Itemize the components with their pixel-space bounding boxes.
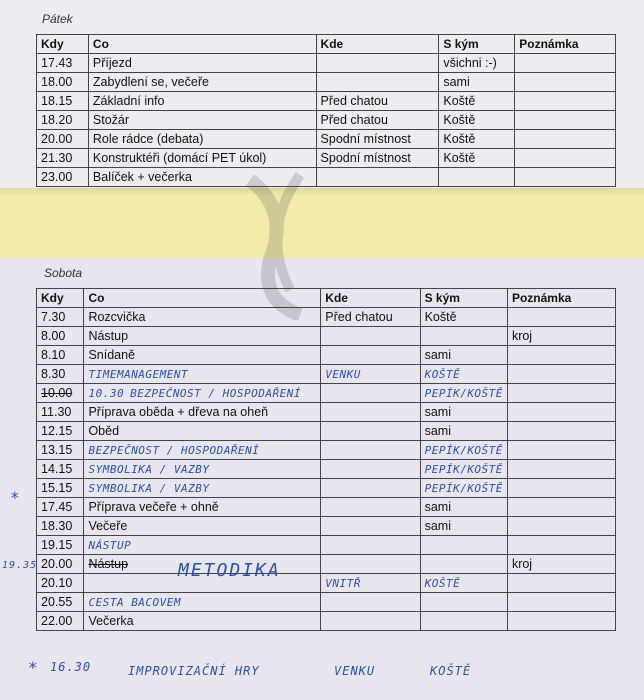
table-row	[37, 441, 616, 460]
cell-kde	[321, 346, 420, 365]
cell-s-kym	[420, 574, 507, 593]
cell-co-text: Rozcvička	[88, 309, 146, 324]
cell-co-text: Nástup	[88, 556, 129, 571]
cell-poznamka	[507, 422, 615, 441]
cell-co-text: Snídaně	[88, 347, 136, 362]
cell-kde	[321, 555, 420, 574]
cell-kde	[321, 422, 420, 441]
table-row	[37, 54, 616, 73]
cell-kde	[321, 498, 420, 517]
cell-kde	[321, 308, 420, 327]
cell-co-text: Příjezd	[92, 55, 132, 70]
cell-kdy	[37, 73, 89, 92]
cell-kdy-text: 18.00	[41, 74, 73, 89]
table-row	[37, 168, 616, 187]
cell-co	[84, 479, 321, 498]
cell-s-kym-text: Koště	[443, 150, 476, 165]
cell-poznamka	[507, 327, 615, 346]
cell-co	[84, 517, 321, 536]
cell-kde	[316, 168, 439, 187]
cell-kdy	[37, 612, 84, 631]
cell-poznamka	[507, 441, 615, 460]
cell-co-text: Základní info	[92, 93, 165, 108]
table-row	[37, 555, 616, 574]
table-row	[37, 593, 616, 612]
cell-poznamka	[515, 54, 616, 73]
cell-s-kym	[439, 149, 515, 168]
cell-kdy-text: 8.00	[41, 328, 66, 343]
cell-kdy-text: 15.15	[41, 480, 73, 495]
cell-co-text: SYMBOLIKA / VAZBY	[88, 462, 210, 476]
cell-kdy-text: 12.15	[41, 423, 73, 438]
table-row	[37, 308, 616, 327]
cell-poznamka	[507, 460, 615, 479]
cell-s-kym	[420, 479, 507, 498]
cell-s-kym	[420, 593, 507, 612]
cell-poznamka	[507, 555, 615, 574]
cell-co	[84, 422, 321, 441]
table-row	[37, 536, 616, 555]
header-co: Co	[84, 289, 321, 308]
cell-poznamka	[507, 479, 615, 498]
table-row	[37, 384, 616, 403]
cell-s-kym-text: Koště	[424, 309, 457, 324]
cell-co-text: Příprava oběda + dřeva na oheň	[88, 404, 269, 419]
cell-kdy-text: 18.20	[41, 112, 73, 127]
cell-kde-text: VNITŘ	[325, 576, 361, 590]
cell-co	[84, 365, 321, 384]
cell-kdy	[37, 593, 84, 612]
cell-poznamka	[507, 346, 615, 365]
cell-kde	[321, 384, 420, 403]
header-kde: Kde	[316, 35, 439, 54]
cell-co	[84, 384, 321, 403]
cell-poznamka	[507, 517, 615, 536]
header-s-kym: S kým	[420, 289, 507, 308]
cell-poznamka-text: kroj	[511, 328, 533, 343]
table-row	[37, 479, 616, 498]
cell-s-kym	[420, 555, 507, 574]
cell-s-kym-text: KOŠTĚ	[424, 367, 461, 381]
cell-co-text: Příprava večeře + ohně	[88, 499, 219, 514]
cell-co-text: TIMEMANAGEMENT	[88, 367, 189, 381]
cell-s-kym-text: všichni :-)	[443, 55, 497, 70]
cell-co	[88, 111, 316, 130]
cell-co	[88, 168, 316, 187]
cell-co	[84, 308, 321, 327]
cell-s-kym	[420, 308, 507, 327]
cell-co	[84, 441, 321, 460]
cell-kde	[316, 73, 439, 92]
cell-kde	[316, 130, 439, 149]
table-row	[37, 130, 616, 149]
cell-kdy-text: 17.45	[41, 499, 73, 514]
saturday-table	[36, 288, 616, 631]
cell-kde	[316, 92, 439, 111]
cell-kdy-text: 20.00	[41, 131, 73, 146]
cell-co	[88, 54, 316, 73]
cell-kde	[316, 111, 439, 130]
margin-star-bottom: *	[28, 658, 39, 677]
cell-co-text: Role rádce (debata)	[92, 131, 204, 146]
cell-kdy	[37, 130, 89, 149]
cell-s-kym	[420, 498, 507, 517]
cell-kdy-text: 18.15	[41, 93, 73, 108]
cell-kdy	[37, 327, 84, 346]
cell-kde	[321, 460, 420, 479]
margin-star-saturday: *	[10, 488, 21, 507]
cell-co-text: Zabydlení se, večeře	[92, 74, 209, 89]
cell-s-kym	[439, 54, 515, 73]
cell-s-kym	[420, 536, 507, 555]
cell-s-kym-text: sami	[424, 499, 451, 514]
margin-time-note: 19.35	[2, 560, 38, 571]
cell-kde	[321, 593, 420, 612]
cell-kdy-text: 20.00	[41, 556, 73, 571]
cell-poznamka	[507, 593, 615, 612]
cell-kdy	[37, 403, 84, 422]
table-row	[37, 327, 616, 346]
cell-co-text: BEZPEČNOST / HOSPODAŘENÍ	[88, 443, 260, 457]
cell-kdy-text: 21.30	[41, 150, 73, 165]
cell-kdy-text: 8.30	[41, 366, 66, 381]
cell-s-kym	[439, 111, 515, 130]
cell-kdy	[37, 111, 89, 130]
cell-co	[84, 327, 321, 346]
cell-kdy	[37, 346, 84, 365]
cell-poznamka	[515, 149, 616, 168]
cell-s-kym-text: sami	[424, 518, 451, 533]
cell-kde	[321, 536, 420, 555]
header-kde: Kde	[321, 289, 420, 308]
cell-poznamka	[507, 403, 615, 422]
cell-co	[84, 498, 321, 517]
header-kdy: Kdy	[37, 35, 89, 54]
cell-kdy	[37, 149, 89, 168]
cell-kdy	[37, 460, 84, 479]
cell-co	[84, 460, 321, 479]
cell-kdy-text: 18.30	[41, 518, 73, 533]
cell-kde-text: Spodní místnost	[320, 150, 411, 165]
cell-kde	[321, 612, 420, 631]
cell-co-text: Večeře	[88, 518, 128, 533]
header-co: Co	[88, 35, 316, 54]
cell-s-kym-text: Koště	[443, 93, 476, 108]
cell-kdy-handwritten: 10.30	[88, 386, 125, 400]
cell-s-kym	[439, 168, 515, 187]
cell-co	[84, 536, 321, 555]
friday-title: Pátek	[42, 12, 73, 26]
table-row	[37, 365, 616, 384]
cell-kde	[321, 441, 420, 460]
cell-kde	[321, 517, 420, 536]
cell-co-text: SYMBOLIKA / VAZBY	[88, 481, 210, 495]
cell-s-kym	[439, 73, 515, 92]
table-row	[37, 460, 616, 479]
table-row	[37, 422, 616, 441]
cell-co	[84, 612, 321, 631]
cell-kde-text: Před chatou	[320, 112, 388, 127]
cell-s-kym-text: sami	[443, 74, 470, 89]
friday-table	[36, 34, 616, 187]
cell-kdy-text: 14.15	[41, 461, 73, 476]
table-row	[37, 403, 616, 422]
cell-s-kym	[439, 130, 515, 149]
cell-kdy	[37, 384, 84, 403]
table-row	[37, 346, 616, 365]
cell-kdy	[37, 365, 84, 384]
cell-s-kym	[420, 612, 507, 631]
cell-s-kym-text: sami	[424, 347, 451, 362]
cell-co-text: Večerka	[88, 613, 134, 628]
cell-kde-text: Před chatou	[320, 93, 388, 108]
header-poznamka: Poznámka	[515, 35, 616, 54]
cell-s-kym-text: KOŠTĚ	[424, 576, 461, 590]
cell-s-kym	[420, 460, 507, 479]
cell-s-kym-text: PEPÍK/KOŠTĚ	[424, 481, 503, 495]
cell-poznamka	[507, 612, 615, 631]
cell-kdy-text: 13.15	[41, 442, 73, 457]
cell-kdy	[37, 92, 89, 111]
table-row	[37, 612, 616, 631]
cell-kdy-text: 10.00	[41, 385, 73, 400]
cell-s-kym-text: Koště	[443, 112, 476, 127]
cell-kdy-text: 8.10	[41, 347, 66, 362]
cell-kdy-text: 22.00	[41, 613, 73, 628]
cell-s-kym-text: PEPÍK/KOŠTĚ	[424, 386, 503, 400]
cell-poznamka	[507, 574, 615, 593]
cell-kdy	[37, 574, 84, 593]
cell-s-kym	[420, 403, 507, 422]
cell-co-text: Konstruktéři (domácí PET úkol)	[92, 150, 267, 165]
cell-kde-text: Před chatou	[325, 309, 393, 324]
cell-poznamka	[507, 365, 615, 384]
paper-fold-shadow	[0, 188, 644, 196]
bottom-note-place: VENKU	[334, 664, 376, 678]
cell-kdy-text: 23.00	[41, 169, 73, 184]
header-poznamka: Poznámka	[507, 289, 615, 308]
cell-co	[88, 149, 316, 168]
cell-co-text: Nástup	[88, 328, 129, 343]
cell-s-kym	[420, 365, 507, 384]
cell-kdy-text: 11.30	[41, 404, 72, 419]
cell-s-kym	[439, 92, 515, 111]
cell-poznamka	[515, 73, 616, 92]
cell-kdy	[37, 555, 84, 574]
cell-kde	[316, 54, 439, 73]
cell-s-kym	[420, 327, 507, 346]
cell-co-text: CESTA BACOVEM	[88, 595, 182, 609]
metodika-handwritten: METODIKA	[178, 560, 281, 581]
cell-kdy-text: 17.43	[41, 55, 73, 70]
cell-kde-text: Spodní místnost	[320, 131, 411, 146]
cell-co	[84, 593, 321, 612]
cell-poznamka	[507, 536, 615, 555]
cell-co	[88, 73, 316, 92]
table-row	[37, 574, 616, 593]
table-row	[37, 498, 616, 517]
cell-co-text: Oběd	[88, 423, 120, 438]
cell-kdy	[37, 517, 84, 536]
cell-co-text: NÁSTUP	[88, 538, 132, 552]
saturday-title: Sobota	[44, 266, 83, 280]
cell-co-text: Balíček + večerka	[92, 169, 192, 184]
cell-s-kym	[420, 384, 507, 403]
cell-kde	[316, 149, 439, 168]
cell-co-text: Stožár	[92, 112, 130, 127]
cell-kdy	[37, 479, 84, 498]
cell-poznamka	[515, 92, 616, 111]
header-kdy: Kdy	[37, 289, 84, 308]
yellow-paper-band	[0, 188, 644, 258]
cell-co	[88, 92, 316, 111]
cell-kdy-text: 19.15	[41, 537, 73, 552]
cell-kdy-text: 20.10	[41, 575, 73, 590]
table-row	[37, 517, 616, 536]
cell-co	[88, 130, 316, 149]
table-row	[37, 73, 616, 92]
cell-s-kym	[420, 422, 507, 441]
cell-kdy	[37, 308, 84, 327]
cell-poznamka	[507, 384, 615, 403]
cell-kde	[321, 403, 420, 422]
cell-s-kym-text: PEPÍK/KOŠTĚ	[424, 462, 503, 476]
cell-kde	[321, 574, 420, 593]
cell-kde	[321, 327, 420, 346]
bottom-note-time: 16.30	[50, 660, 92, 674]
cell-co-text: BEZPEČNOST / HOSPODAŘENÍ	[130, 386, 302, 400]
cell-kde	[321, 479, 420, 498]
cell-poznamka	[507, 308, 615, 327]
cell-kdy	[37, 168, 89, 187]
cell-kdy	[37, 441, 84, 460]
cell-kde-text: VENKU	[325, 367, 361, 381]
cell-s-kym-text: PEPÍK/KOŠTĚ	[424, 443, 503, 457]
cell-poznamka	[515, 111, 616, 130]
cell-s-kym-text: sami	[424, 423, 451, 438]
cell-co	[84, 403, 321, 422]
table-row	[37, 111, 616, 130]
cell-s-kym	[420, 346, 507, 365]
cell-s-kym	[420, 441, 507, 460]
cell-kdy	[37, 536, 84, 555]
cell-kdy	[37, 498, 84, 517]
cell-co	[84, 346, 321, 365]
cell-kdy	[37, 54, 89, 73]
bottom-note-person: KOŠTĚ	[430, 664, 472, 678]
cell-s-kym	[420, 517, 507, 536]
cell-poznamka	[515, 168, 616, 187]
cell-kde	[321, 365, 420, 384]
cell-kdy-text: 7.30	[41, 309, 66, 324]
cell-s-kym-text: sami	[424, 404, 451, 419]
cell-kdy-text: 20.55	[41, 594, 73, 609]
table-row	[37, 149, 616, 168]
bottom-note-activity: IMPROVIZAČNÍ HRY	[128, 664, 260, 678]
cell-poznamka-text: kroj	[511, 556, 533, 571]
header-s-kym: S kým	[439, 35, 515, 54]
cell-s-kym-text: Koště	[443, 131, 476, 146]
cell-poznamka	[507, 498, 615, 517]
cell-kdy	[37, 422, 84, 441]
cell-poznamka	[515, 130, 616, 149]
table-row	[37, 92, 616, 111]
